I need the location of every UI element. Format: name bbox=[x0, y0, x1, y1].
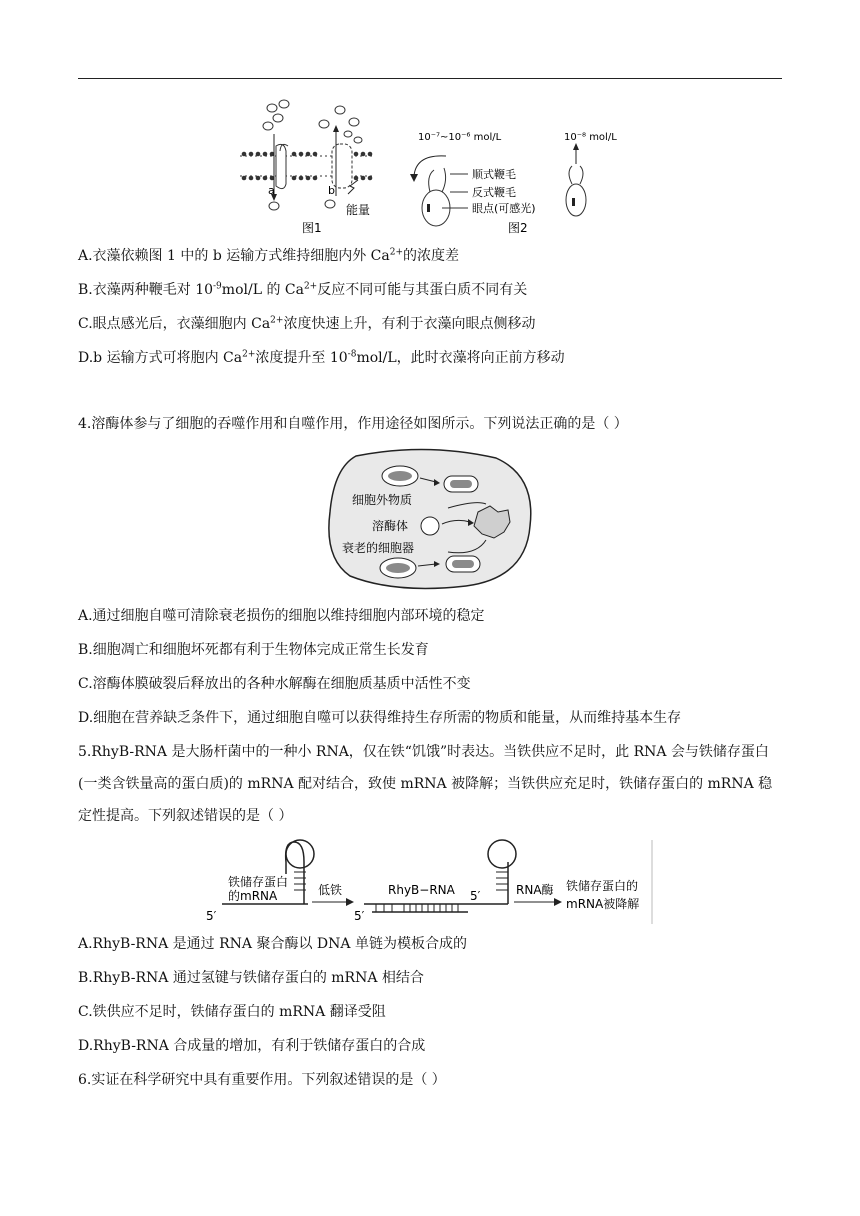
svg-text:5′: 5′ bbox=[206, 909, 217, 923]
q3-option-a[interactable]: A.衣藻依赖图 1 中的 b 运输方式维持细胞内外 $Ca^{2+}$的浓度差 bbox=[78, 247, 460, 264]
svg-text:图1: 图1 bbox=[302, 221, 322, 235]
q5-option-b[interactable]: B.RhyB-RNA 通过氢键与铁储存蛋白的 mRNA 相结合 bbox=[78, 970, 424, 986]
q3-option-b[interactable]: B.衣藻两种鞭毛对 $10^{-9}mol/L$ 的 $Ca^{2+}$反应不同可能与其蛋白质不同有关 bbox=[78, 281, 528, 298]
svg-text:反式鞭毛: 反式鞭毛 bbox=[472, 186, 516, 199]
svg-text:能量: 能量 bbox=[346, 203, 371, 217]
q6-stem: 6.实证在科学研究中具有重要作用。下列叙述错误的是（ ） bbox=[78, 1072, 446, 1088]
svg-text:细胞外物质: 细胞外物质 bbox=[352, 493, 413, 507]
svg-text:铁储存蛋白: 铁储存蛋白 bbox=[228, 875, 289, 889]
header-rule bbox=[78, 78, 782, 79]
q5-option-d[interactable]: D.RhyB-RNA 合成量的增加，有利于铁储存蛋白的合成 bbox=[78, 1038, 426, 1054]
q4-option-d[interactable]: D.细胞在营养缺乏条件下，通过细胞自噬可以获得维持生存所需的物质和能量，从而维持基本生存 bbox=[78, 710, 682, 726]
svg-text:衰老的细胞器: 衰老的细胞器 bbox=[342, 541, 415, 555]
svg-text:眼点(可感光): 眼点(可感光) bbox=[472, 202, 536, 215]
svg-text:10⁻⁷~10⁻⁶ mol/L: 10⁻⁷~10⁻⁶ mol/L bbox=[418, 132, 502, 143]
q4-option-b[interactable]: B.细胞凋亡和细胞坏死都有利于生物体完成正常生长发育 bbox=[78, 642, 429, 658]
q5-option-c[interactable]: C.铁供应不足时，铁储存蛋白的 mRNA 翻译受阻 bbox=[78, 1004, 386, 1020]
svg-text:铁储存蛋白的: 铁储存蛋白的 bbox=[566, 879, 639, 893]
svg-text:低铁: 低铁 bbox=[318, 883, 343, 897]
q4-stem: 4.溶酶体参与了细胞的吞噬作用和自噬作用，作用途径如图所示。下列说法正确的是（ ） bbox=[78, 416, 628, 432]
q4-option-a[interactable]: A.通过细胞自噬可清除衰老损伤的细胞以维持细胞内部环境的稳定 bbox=[78, 608, 485, 624]
q4-figure bbox=[326, 446, 536, 594]
q5-option-a[interactable]: A.RhyB-RNA 是通过 RNA 聚合酶以 DNA 单链为模板合成的 bbox=[78, 936, 467, 952]
svg-text:b: b bbox=[328, 184, 335, 197]
svg-text:RNA酶: RNA酶 bbox=[516, 883, 554, 897]
q5-figure bbox=[204, 838, 654, 926]
q4-option-c[interactable]: C.溶酶体膜破裂后释放出的各种水解酶在细胞质基质中活性不变 bbox=[78, 676, 471, 692]
svg-text:顺式鞭毛: 顺式鞭毛 bbox=[472, 168, 516, 181]
svg-text:a: a bbox=[268, 184, 275, 197]
svg-text:5′: 5′ bbox=[470, 889, 481, 903]
svg-text:的mRNA: 的mRNA bbox=[228, 889, 278, 903]
q3-option-c[interactable]: C.眼点感光后，衣藻细胞内 $Ca^{2+}$浓度快速上升，有利于衣藻向眼点侧移动 bbox=[78, 315, 536, 332]
q3-option-d[interactable]: D.b 运输方式可将胞内 $Ca^{2+}$浓度提升至 $10^{-8}mol/L$，此时衣藻将向正前方移动 bbox=[78, 349, 565, 366]
svg-text:mRNA被降解: mRNA被降解 bbox=[566, 897, 640, 911]
svg-text:10⁻⁸ mol/L: 10⁻⁸ mol/L bbox=[564, 132, 617, 143]
q5-stem: 5.RhyB-RNA 是大肠杆菌中的一种小 RNA，仅在铁“饥饿”时表达。当铁供应不足时，此 RNA 会与铁储存蛋白(一类含铁量高的蛋白质)的 mRNA 配对结合，致使 mRNA 被降解；当铁供应充足时，铁储存蛋白的 mRNA 稳定性提高。下列叙述错误的是（ ） bbox=[78, 744, 773, 824]
svg-text:5′: 5′ bbox=[354, 909, 365, 923]
svg-text:RhyB−RNA: RhyB−RNA bbox=[388, 883, 455, 897]
svg-text:图2: 图2 bbox=[508, 221, 528, 235]
q3-figure bbox=[236, 96, 626, 236]
svg-text:溶酶体: 溶酶体 bbox=[372, 519, 409, 533]
